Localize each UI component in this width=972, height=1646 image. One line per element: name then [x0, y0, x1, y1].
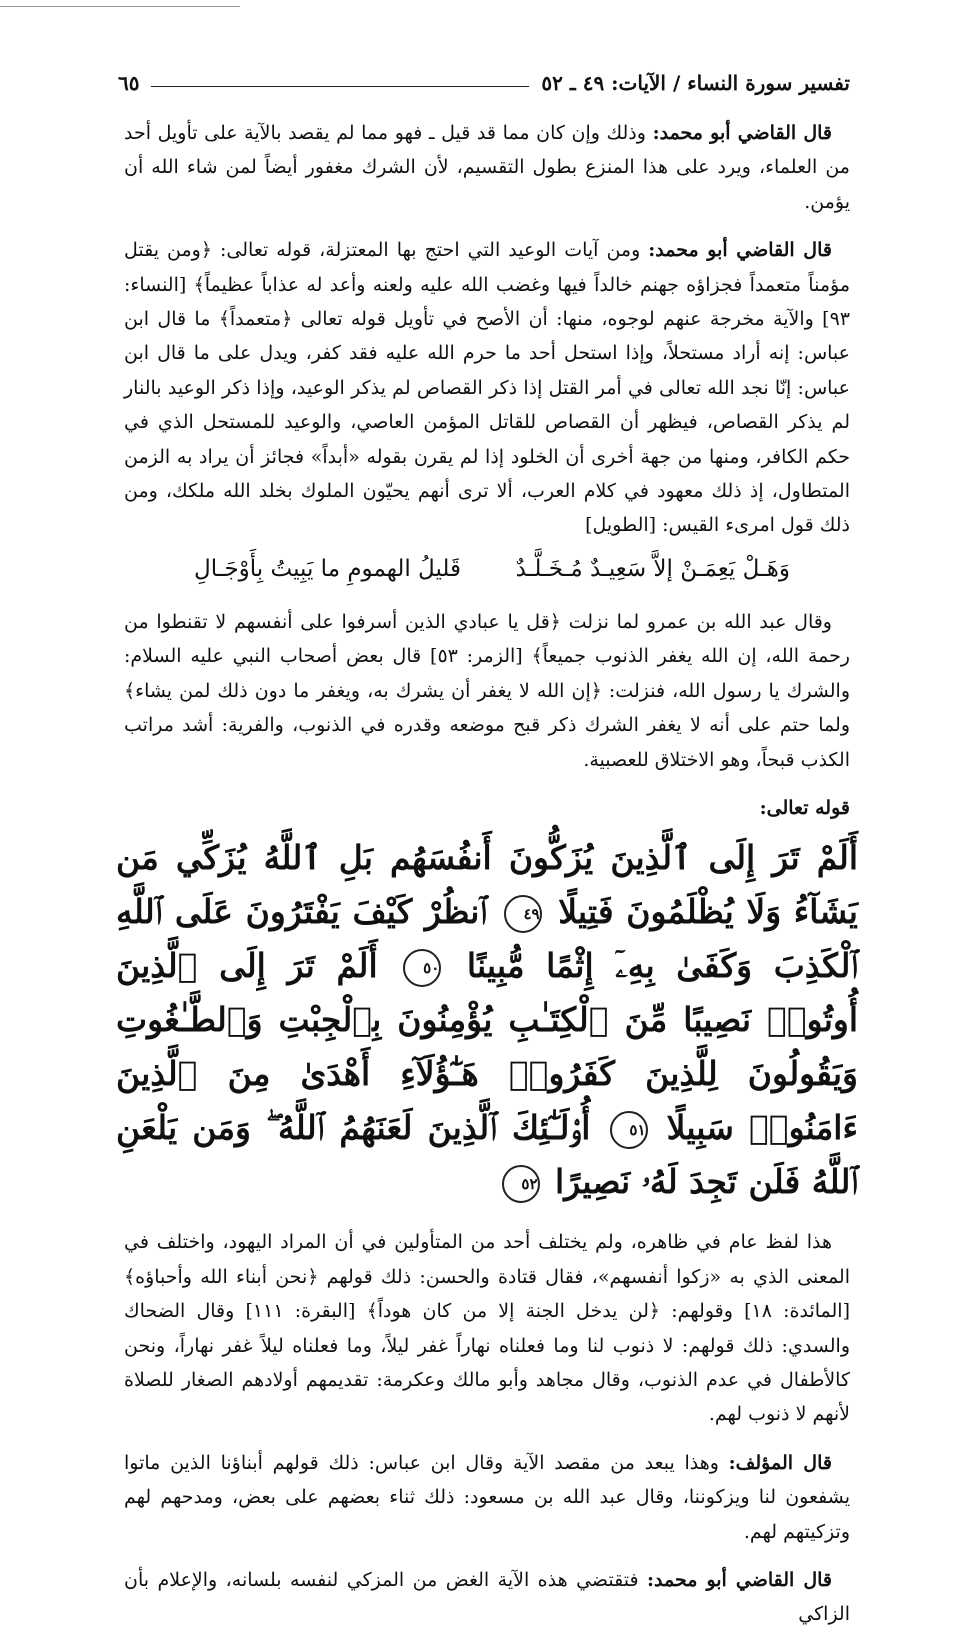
poem-hemistich-1: وَهَـلْ يَعِمَـنْ إلاَّ سَعِيـدٌ مُـخَـلَّـدٌ: [515, 555, 790, 582]
speaker-label: قال المؤلف:: [728, 1451, 832, 1474]
paragraph-text: وقال عبد الله بن عمرو لما نزلت ﴿قل يا عبادي الذين أسرفوا على أنفسهم لا تقنطوا من رحمة الله، إن الله يغفر الذنوب جميعاً﴾ [الزمر: ٥٣] قال بعض أصحاب النبي عليه السلام: والشرك يا رسول الله، فنزلت: ﴿إن الله لا يغفر أن يشرك به، ويغفر ما دون ذلك لمن يشاء﴾ ولما حتم على أنه لا يغفر الشرك ذكر قبح موضعه وقدره في الذنوب، والفرية: أشد مراتب الكذب قبحاً، وهو الاختلاق للعصبية.: [124, 610, 850, 771]
header-rule: [151, 86, 529, 87]
ayah-number-50: ٥٠: [403, 949, 441, 987]
paragraph-1: [124, 116, 850, 219]
quran-passage: [116, 831, 858, 1209]
paragraph-2: [124, 233, 850, 543]
paragraph-text: وذلك وإن كان مما قد قيل ـ فهو مما لم يقصد بالآية على تأويل أحد من العلماء، ويرد على هذا المنزع بطول التقسيم، لأن الشرك مغفور أيضاً لمن شاء الله أن يؤمن.: [124, 122, 850, 213]
poem-hemistich-2: قَليلُ الهمومِ ما يَبِيتُ بِأَوْجَـالِ: [194, 555, 462, 582]
paragraph-text: وهذا يبعد من مقصد الآية وقال ابن عباس: ذلك قولهم أبناؤنا الذين ماتوا يشفعون لنا ويزكوننا، وقال عبد الله بن مسعود: ذلك ثناء بعضهم على بعض، ومدحهم لهم وتزكيتهم لهم.: [124, 1451, 850, 1543]
ayah-50: ٱنظُرْ كَيْفَ يَفْتَرُونَ عَلَى ٱللَّهِ ٱلْكَذِبَ وَكَفَىٰ بِهِۦٓ إِثْمًا مُّبِينًا: [116, 892, 858, 986]
paragraph-6: [124, 1563, 850, 1632]
speaker-label: قال القاضي أبو محمد:: [648, 239, 832, 262]
speaker-label: قال القاضي أبو محمد:: [652, 122, 832, 144]
page-body: [116, 116, 858, 1646]
paragraph-text: هذا لفظ عام في ظاهره، ولم يختلف أحد من المتأولين في أن المراد اليهود، واختلف في المعنى الذي به «زكوا أنفسهم»، فقال قتادة والحسن: ذلك قولهم ﴿نحن أبناء الله وأحباؤه﴾ [المائدة: ١٨] وقولهم: ﴿لن يدخل الجنة إلا من كان هوداً﴾ [البقرة: ١١١] وقال الضحاك والسدي: ذلك قولهم: لا ذنوب لنا وما فعلناه نهاراً غفر ليلاً، وما فعلناه ليلاً غفر نهاراً، ونحن كالأطفال في عدم الذنوب، وقال مجاهد وأبو مالك وعكرمة: تقديمهم أولادهم الصغار للصلاة لأنهم لا ذنوب لهم.: [124, 1231, 850, 1426]
running-title: تفسير سورة النساء / الآيات: ٤٩ ـ ٥٢: [541, 71, 850, 95]
speaker-label: قال القاضي أبو محمد:: [647, 1568, 832, 1591]
paragraph-text: ومن آيات الوعيد التي احتج بها المعتزلة، قوله تعالى: ﴿ومن يقتل مؤمناً متعمداً فجزاؤه جهنم خالداً فيها وغضب الله عليه ولعنه وأعد له عذاباً عظيماً﴾ [النساء: ٩٣] والآية مخرجة عنهم لوجوه، منها: أن الأصح في تأويل قوله تعالى ﴿متعمداً﴾ ما قال ابن عباس: إنه أراد مستحلاً، وإذا استحل أحد ما حرم الله عليه فقد كفر، ويدل على ما قال ابن عباس: إنّا نجد الله تعالى في أمر القتل إذا ذكر القصاص لم يذكر الوعيد، وإذا ذكر الوعيد بالنار لم يذكر القصاص، فيظهر أن القصاص للقاتل المؤمن العاصي، والوعيد للمستحل الذي في حكم الكافر، ومنها من جهة أخرى أن الخلود إذا لم يقرن بقوله «أبداً» فجائز أن يراد به الزمن المتطاول، إذ ذلك معهود في كلام العرب، ألا ترى أنهم يحيّون الملوك بخلد الله ملكك، ومن ذلك قول امرىء القيس: [الطويل]: [124, 239, 850, 537]
page-number: ٦٥: [118, 71, 140, 95]
corner-rule: [0, 6, 240, 7]
ayah-51: أَلَمْ تَرَ إِلَى ٱلَّذِينَ أُوتُوا۟ نَصِيبًا مِّنَ ٱلْكِتَـٰبِ يُؤْمِنُونَ بِٱلْجِبْتِ وَٱلطَّـٰغُوتِ وَيَقُولُونَ لِلَّذِينَ كَفَرُوا۟ هَـٰٓؤُلَآءِ أَهْدَىٰ مِنَ ٱلَّذِينَ ءَامَنُوا۟ سَبِيلًا: [116, 946, 858, 1148]
ayah-number-49: ٤٩: [504, 895, 542, 933]
ayah-number-51: ٥١: [610, 1111, 648, 1149]
poem-verse: [194, 551, 790, 587]
ayah-52: أُو۟لَـٰٓئِكَ ٱلَّذِينَ لَعَنَهُمُ ٱللَّهُ ۖ وَمَن يَلْعَنِ ٱللَّهُ فَلَن تَجِدَ لَهُۥ نَصِيرًا: [116, 1108, 858, 1202]
page-header: [118, 66, 850, 100]
ayah-49: أَلَمْ تَرَ إِلَى ٱلَّذِينَ يُزَكُّونَ أَنفُسَهُم بَلِ ٱللَّهُ يُزَكِّي مَن يَشَآءُ وَلَا يُظْلَمُونَ فَتِيلًا: [116, 838, 858, 932]
paragraph-5: [124, 1446, 850, 1549]
verse-label: قوله تعالى:: [759, 796, 850, 819]
ayah-number-52: ٥٢: [502, 1165, 540, 1203]
paragraph-4: [124, 1225, 850, 1431]
paragraph-text: فتقتضي هذه الآية الغض من المزكي لنفسه بلسانه، والإعلام بأن الزاكي: [124, 1568, 850, 1626]
paragraph-3: [124, 605, 850, 777]
